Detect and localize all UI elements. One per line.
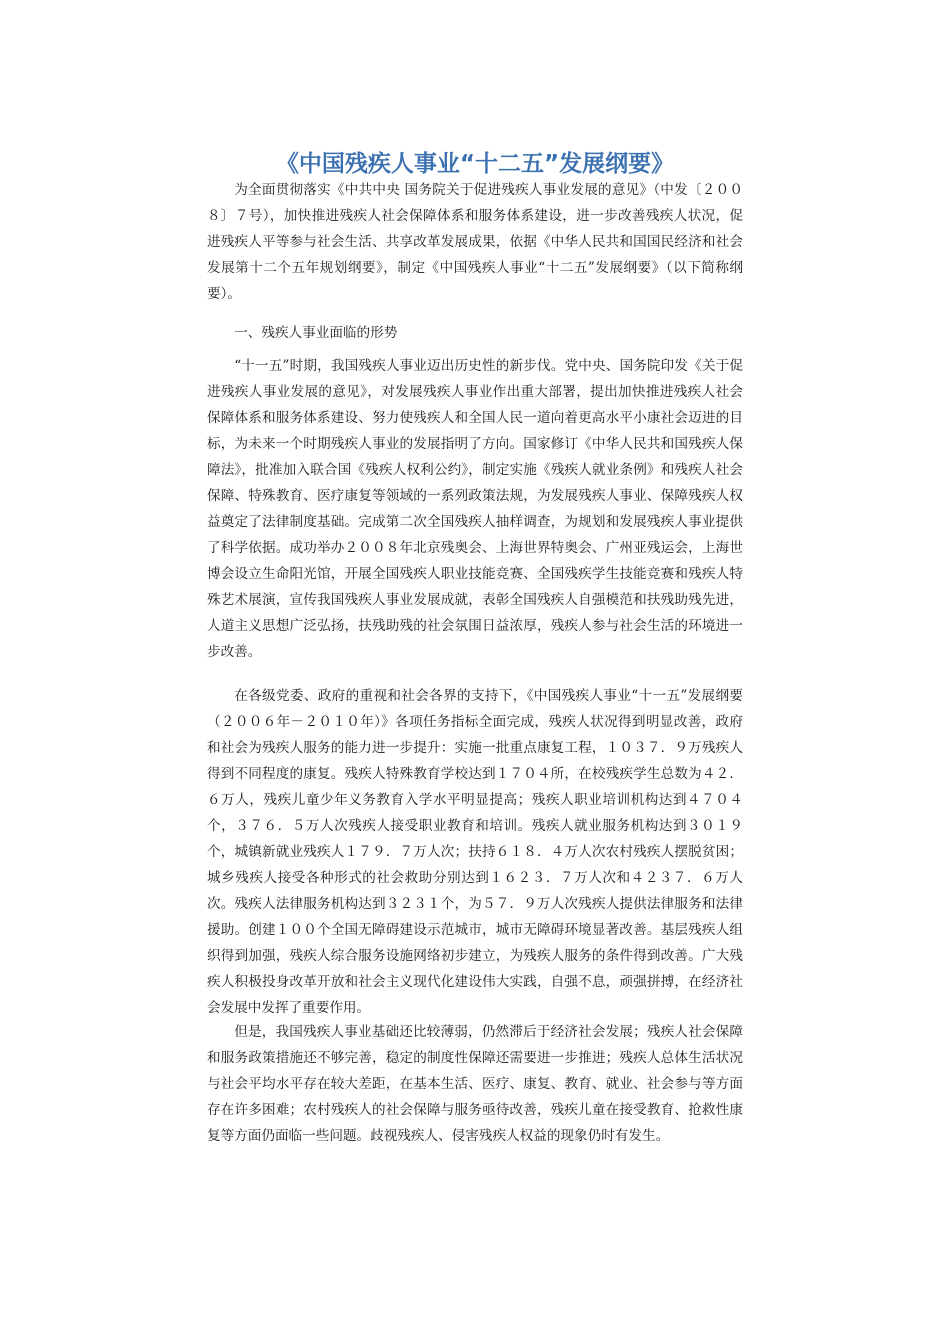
document-title: 《中国残疾人事业“十二五”发展纲要》: [275, 151, 675, 178]
body-paragraph: 但是，我国残疾人事业基础还比较薄弱，仍然滞后于经济社会发展；残疾人社会保障和服务政策措施还不够完善，稳定的制度性保障还需要进一步推进；残疾人总体生活状况与社会平均水平存在较大差距，在基本生活、医疗、康复、教育、就业、社会参与等方面存在许多困难；农村残疾人的社会保障与服务亟待改善，残疾儿童在接受教育、抢救性康复等方面仍面临一些问题。歧视残疾人、侵害残疾人权益的现象仍时有发生。: [207, 1024, 743, 1144]
section-heading: 一、残疾人事业面临的形势: [234, 325, 398, 341]
body-paragraph: “十一五”时期，我国残疾人事业迈出历史性的新步伐。党中央、国务院印发《关于促进残疾人事业发展的意见》，对发展残疾人事业作出重大部署，提出加快推进残疾人社会保障体系和服务体系建设、努力使残疾人和全国人民一道向着更高水平小康社会迈进的目标，为未来一个时期残疾人事业的发展指明了方向。国家修订《中华人民共和国残疾人保障法》，批准加入联合国《残疾人权利公约》，制定实施《残疾人就业条例》和残疾人社会保障、特殊教育、医疗康复等领域的一系列政策法规，为发展残疾人事业、保障残疾人权益奠定了法律制度基础。完成第二次全国残疾人抽样调查，为规划和发展残疾人事业提供了科学依据。成功举办２００８年北京残奥会、上海世界特奥会、广州亚残运会，上海世博会设立生命阳光馆，开展全国残疾人职业技能竞赛、全国残疾学生技能竞赛和残疾人特殊艺术展演，宣传我国残疾人事业发展成就，表彰全国残疾人自强模范和扶残助残先进，人道主义思想广泛弘扬，扶残助残的社会氛围日益浓厚，残疾人参与社会生活的环境进一步改善。: [207, 358, 743, 660]
intro-paragraph: 为全面贯彻落实《中共中央 国务院关于促进残疾人事业发展的意见》（中发〔２００８〕７号），加快推进残疾人社会保障体系和服务体系建设，进一步改善残疾人状况，促进残疾人平等参与社会生活、共享改革发展成果，依据《中华人民共和国国民经济和社会发展第十二个五年规划纲要》，制定《中国残疾人事业“十二五”发展纲要》（以下简称纲要）。: [207, 182, 743, 302]
body-paragraph: 在各级党委、政府的重视和社会各界的支持下，《中国残疾人事业“十一五”发展纲要（２００６年－２０１０年）》各项任务指标全面完成，残疾人状况得到明显改善，政府和社会为残疾人服务的能力进一步提升：实施一批重点康复工程，１０３７．９万残疾人得到不同程度的康复。残疾人特殊教育学校达到１７０４所，在校残疾学生总数为４２．６万人，残疾儿童少年义务教育入学水平明显提高；残疾人职业培训机构达到４７０４个，３７６．５万人次残疾人接受职业教育和培训。残疾人就业服务机构达到３０１９个，城镇新就业残疾人１７９．７万人次；扶持６１８．４万人次农村残疾人摆脱贫困；城乡残疾人接受各种形式的社会救助分别达到１６２３．７万人次和４２３７．６万人次。残疾人法律服务机构达到３２３１个，为５７．９万人次残疾人提供法律服务和法律援助。创建１００个全国无障碍建设示范城市，城市无障碍环境显著改善。基层残疾人组织得到加强，残疾人综合服务设施网络初步建立，为残疾人服务的条件得到改善。广大残疾人积极投身改革开放和社会主义现代化建设伟大实践，自强不息，顽强拼搏，在经济社会发展中发挥了重要作用。: [207, 688, 743, 1016]
